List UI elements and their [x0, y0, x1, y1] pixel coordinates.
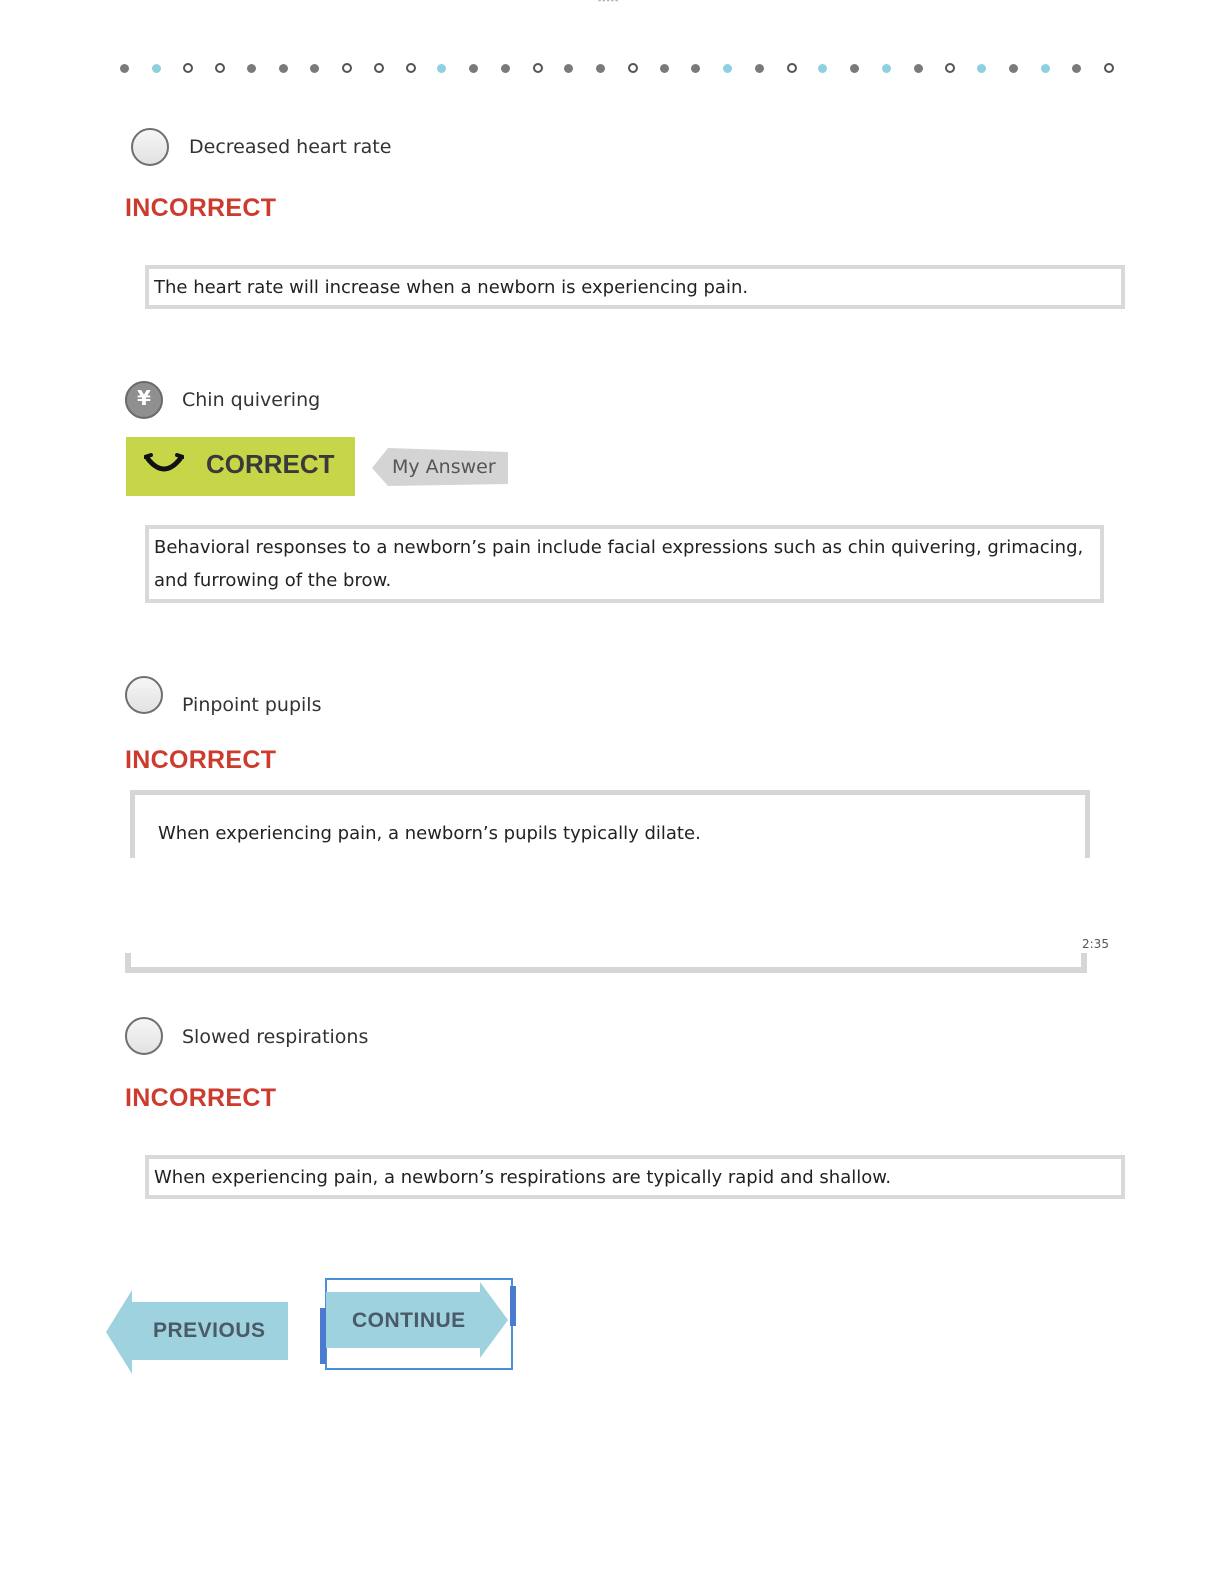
progress-dot [755, 64, 764, 73]
progress-dot [564, 64, 573, 73]
progress-dot [120, 64, 129, 73]
correct-label: CORRECT [206, 449, 335, 479]
incorrect-result-4: INCORRECT [125, 1084, 277, 1112]
feedback-box-3-bottom [125, 953, 1087, 973]
option-label-decreased-heart-rate: Decreased heart rate [189, 136, 392, 158]
progress-dot [787, 63, 797, 73]
progress-dot [183, 63, 193, 73]
progress-dot [310, 64, 319, 73]
incorrect-result-3: INCORRECT [125, 746, 277, 774]
continue-button[interactable] [318, 1276, 518, 1372]
progress-dot [1104, 63, 1114, 73]
progress-dot [882, 64, 891, 73]
progress-dot [596, 64, 605, 73]
feedback-box-3 [130, 790, 1090, 858]
progress-dots [120, 63, 1116, 77]
progress-dot [406, 63, 416, 73]
progress-dot [977, 64, 986, 73]
previous-button[interactable] [104, 1288, 290, 1376]
progress-dot [660, 64, 669, 73]
progress-dot [1041, 64, 1050, 73]
progress-dot [818, 64, 827, 73]
feedback-text-2: Behavioral responses to a newborn’s pain include facial expressions such as chin quivering, grimacing, and furrowing of the brow. [154, 537, 1084, 591]
progress-dot [374, 63, 384, 73]
feedback-text-3: When experiencing pain, a newborn’s pupils typically dilate. [158, 823, 701, 844]
progress-dot [247, 64, 256, 73]
progress-dot [628, 63, 638, 73]
top-page-mark: ----- [598, 0, 620, 6]
feedback-text-1: The heart rate will increase when a newborn is experiencing pain. [154, 277, 749, 298]
progress-dot [723, 64, 732, 73]
my-answer-label: My Answer [392, 456, 496, 478]
progress-dot [945, 63, 955, 73]
radio-decreased-heart-rate[interactable] [131, 128, 169, 166]
progress-dot [215, 63, 225, 73]
progress-dot [501, 64, 510, 73]
previous-label: PREVIOUS [153, 1319, 266, 1342]
radio-pinpoint-pupils[interactable] [125, 676, 163, 714]
progress-dot [691, 64, 700, 73]
option-label-slowed-respirations: Slowed respirations [182, 1026, 369, 1048]
smile-icon [144, 449, 184, 479]
progress-dot [533, 63, 543, 73]
progress-dot [152, 64, 161, 73]
my-answer-tag [370, 446, 510, 490]
progress-dot [1072, 64, 1081, 73]
progress-dot [1009, 64, 1018, 73]
feedback-text-4: When experiencing pain, a newborn’s respirations are typically rapid and shallow. [154, 1167, 892, 1188]
option-label-chin-quivering: Chin quivering [182, 389, 321, 411]
feedback-box-4 [145, 1155, 1125, 1199]
feedback-box-2 [145, 525, 1104, 603]
incorrect-result-1: INCORRECT [125, 194, 277, 222]
option-label-pinpoint-pupils: Pinpoint pupils [182, 694, 322, 716]
progress-dot [437, 64, 446, 73]
selected-mark-icon: ¥ [137, 386, 151, 410]
correct-result-banner [126, 437, 355, 496]
timestamp: 2:35 [1082, 937, 1109, 951]
progress-dot [279, 64, 288, 73]
continue-label: CONTINUE [352, 1309, 466, 1332]
feedback-box-1 [145, 265, 1125, 309]
progress-dot [914, 64, 923, 73]
radio-slowed-respirations[interactable] [125, 1017, 163, 1055]
radio-chin-quivering[interactable] [125, 381, 163, 419]
progress-dot [469, 64, 478, 73]
progress-dot [850, 64, 859, 73]
progress-dot [342, 63, 352, 73]
